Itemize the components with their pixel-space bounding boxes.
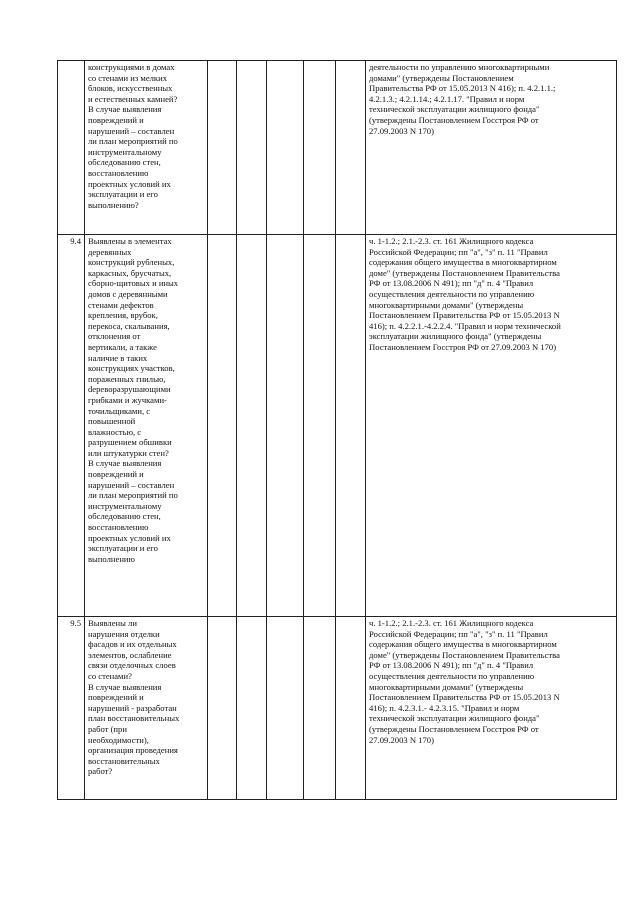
row-number: 9.5 [58,617,85,800]
empty-cell [304,235,336,617]
empty-cell [267,235,304,617]
empty-cell [237,235,267,617]
question-text: Выявлены ли нарушения отделки фасадов и их отдельных элементов, ослабление связи отделочных слоев со стенами? В случае выявления повреждений и нарушений - разработан план восстановительных работ (при необходимости), организация проведения восстановительных работ? [85,617,208,800]
empty-cell [336,617,366,800]
empty-cell [336,235,366,617]
empty-cell [237,617,267,800]
row-number: 9.4 [58,235,85,617]
table-row [58,617,617,800]
empty-cell [267,61,304,235]
empty-cell [237,61,267,235]
empty-cell [208,61,237,235]
legal-reference: ч. 1-1.2.; 2.1.-2.3. ст. 161 Жилищного кодекса Российской Федерации; пп "а", "з" п. 11 "Правил содержания общего имущества в многоквартирном доме" (утверждены Постановлением Правительства РФ от 13.08.2006 N 491); пп "д" п. 4 "Правил осуществления деятельности по управлению многоквартирными домами" (утверждены Постановлением Правительства РФ от 15.05.2013 N 416); п. 4.2.2.1.-4.2.2.4. "Правил и норм технической эксплуатации жилищного фонда" (утверждены Постановлением Госстроя РФ от 27.09.2003 N 170) [366,235,617,617]
legal-reference: деятельности по управлению многоквартирными домами" (утверждены Постановлением Правительства РФ от 15.05.2013 N 416); п. 4.2.1.1.; 4.2.1.3.; 4.2.1.14.; 4.2.1.17. "Правил и норм технической эксплуатации жилищного фонда" (утверждены Постановлением Госстроя РФ от 27.09.2003 N 170) [366,61,617,235]
empty-cell [267,617,304,800]
empty-cell [304,617,336,800]
row-number [58,61,85,235]
question-text: Выявлены в элементах деревянных конструкций рубленых, каркасных, брусчатых, сборно-щитовых и иных домов с деревянными стенами дефектов крепления, врубок, перекоса, скалывания, отклонения от вертикали, а также наличие в таких конструкциях участков, пораженных гнилью, dереворазрушающими грибками и жучками- точильщиками, с повышенной влажностью, с разрушением обшивки или штукатурки стен? В случае выявления повреждений и нарушений – составлен ли план мероприятий по инструментальному обследованию стен, восстановлению проектных условий их эксплуатации и его выполнению [85,235,208,617]
empty-cell [336,61,366,235]
checklist-table [57,60,617,800]
empty-cell [208,617,237,800]
legal-reference: ч. 1-1.2.; 2.1.-2.3. ст. 161 Жилищного кодекса Российской Федерации; пп "а", "з" п. 11 "Правил содержания общего имущества в многоквартирном доме" (утверждены Постановлением Правительства РФ от 13.08.2006 N 491); пп "д" п. 4 "Правил осуществления деятельности по управлению многоквартирными домами" (утверждены Постановлением Правительства РФ от 15.05.2013 N 416); п. 4.2.3.1.- 4.2.3.15. "Правил и норм технической эксплуатации жилищного фонда" (утверждены Постановлением Госстроя РФ от 27.09.2003 N 170) [366,617,617,800]
empty-cell [208,235,237,617]
empty-cell [304,61,336,235]
table-row [58,235,617,617]
question-text: конструкциями в домах со стенами из мелких блоков, искусственных и естественных камней? В случае выявления повреждений и нарушений – составлен ли план мероприятий по инструментальному обследованию стен, восстановлению проектных условий их эксплуатации и его выполнению? [85,61,208,235]
table-row [58,61,617,235]
